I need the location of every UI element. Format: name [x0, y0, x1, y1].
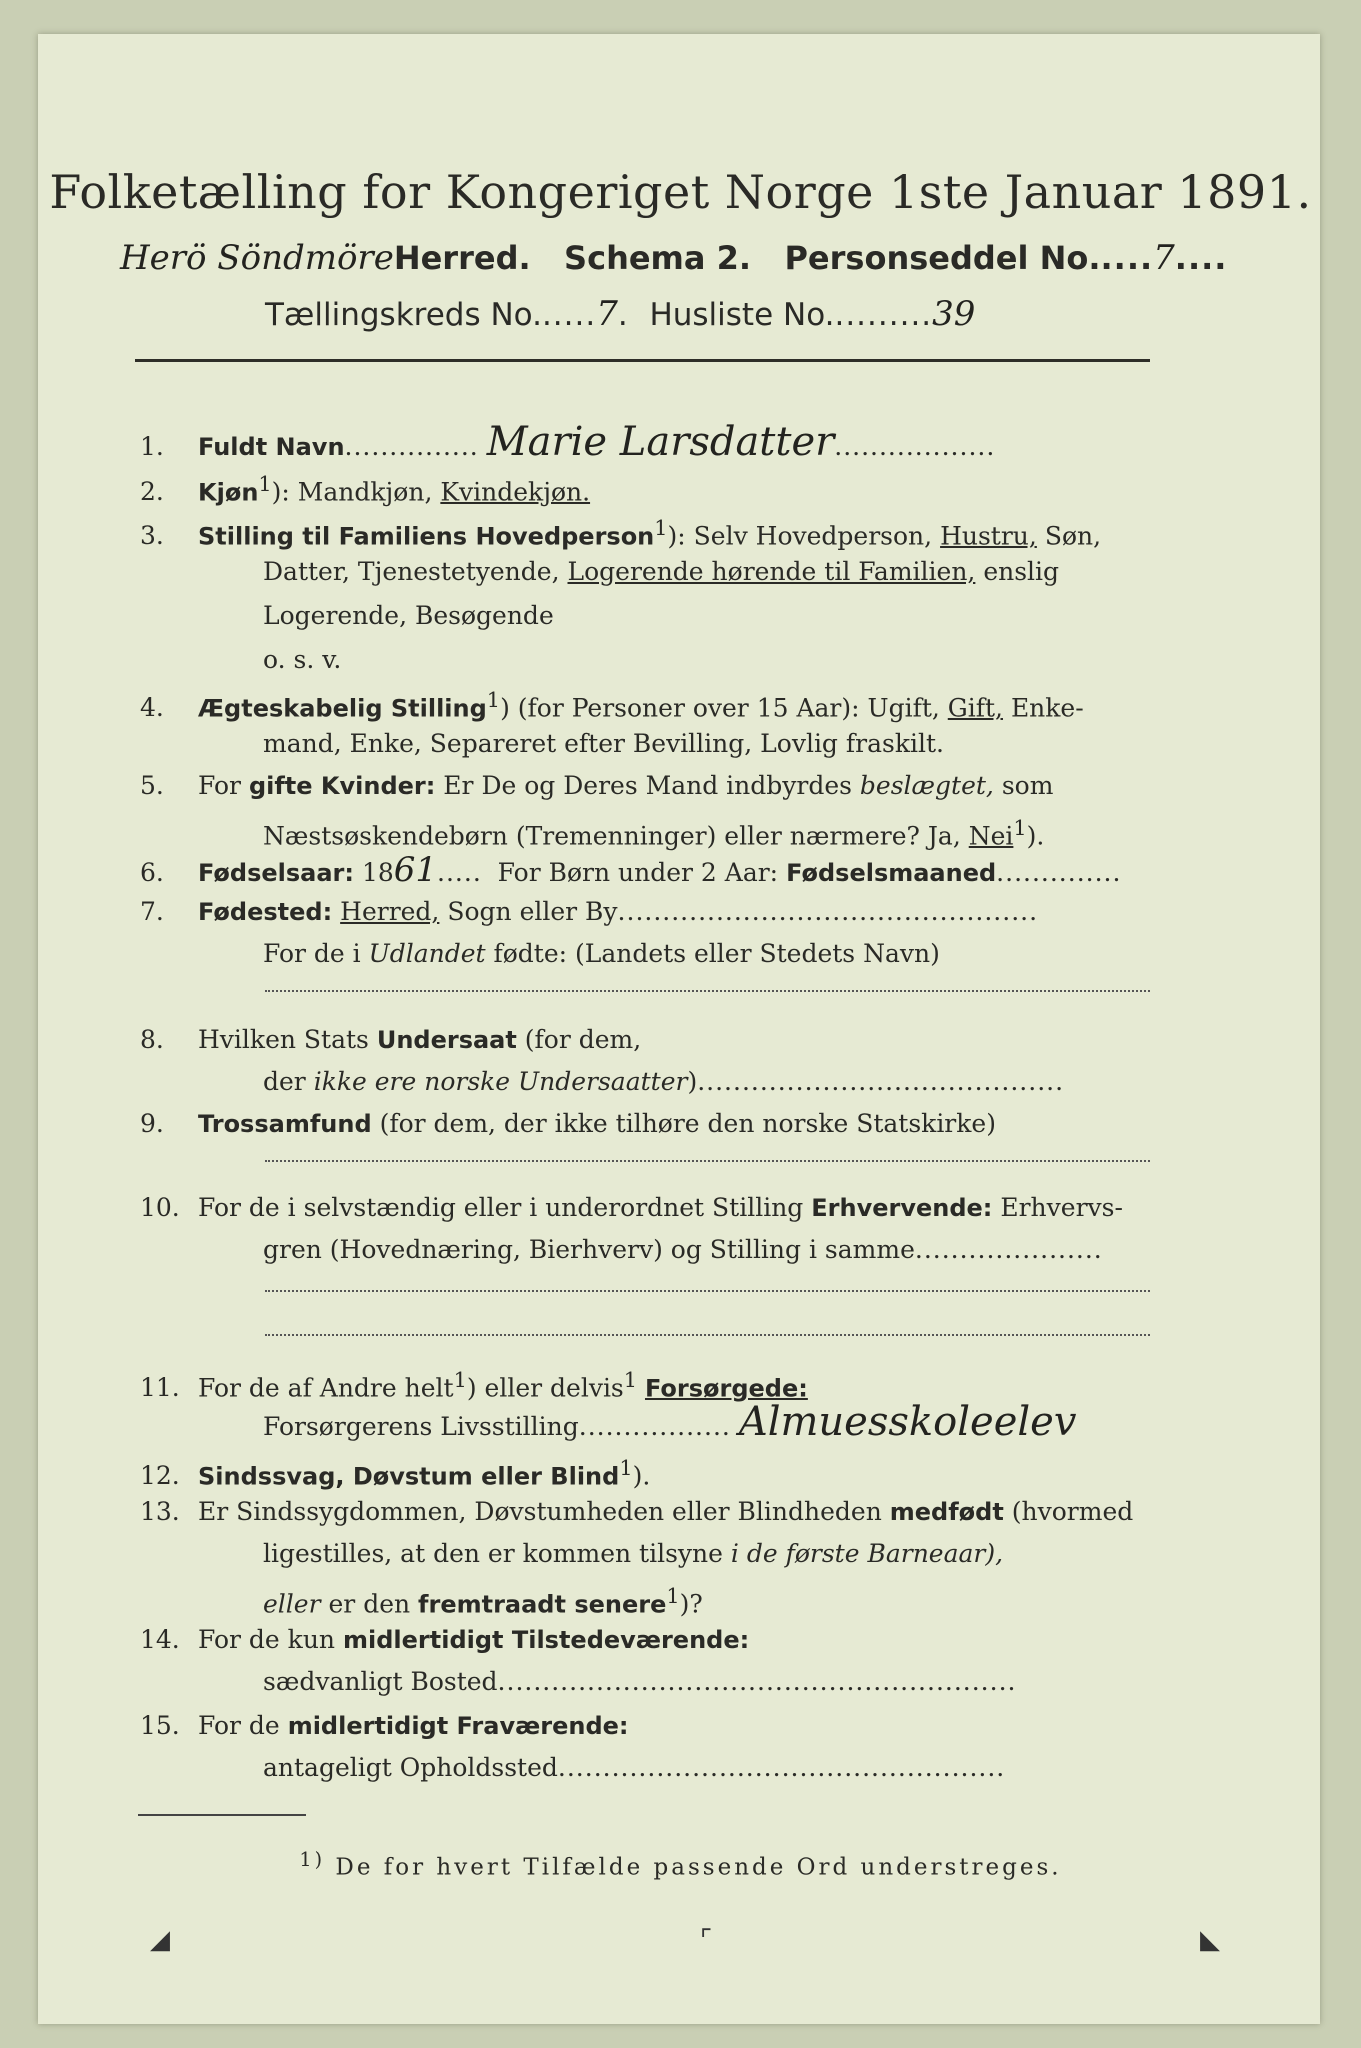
- gift-selected: Gift,: [947, 693, 1003, 723]
- form-title: Folketælling for Kongeriget Norge 1ste Januar 1891.: [49, 165, 1312, 219]
- item-4: 4. Ægteskabelig Stilling$^1$) (for Personer over 15 Aar): Ugift, Gift, Enke-: [140, 688, 1084, 723]
- full-name-value: Marie Larsdatter: [486, 419, 835, 465]
- item-3-line2: Datter, Tjenestetyende, Logerende hørende til Familien, enslig: [263, 557, 1060, 586]
- item-8-line2: der ikke ere norske Undersaatter).........................................: [263, 1067, 1065, 1096]
- item-11-line2: Forsørgerens Livsstilling................. Almuesskoleelev: [263, 1399, 1077, 1445]
- item-7: 7. Fødested: Herred, Sogn eller By...............................................: [140, 897, 1039, 926]
- item-14: 14. For de kun midlertidigt Tilstedeværende:: [140, 1625, 750, 1654]
- item-3-line4: o. s. v.: [263, 645, 342, 674]
- item-11: 11. For de af Andre helt$^1$) eller delvis$^1$ Forsørgede:: [140, 1368, 808, 1403]
- footnote-rule: [138, 1814, 306, 1816]
- husliste-value: 39: [932, 294, 976, 334]
- item-12: 12. Sindssvag, Døvstum eller Blind$^1$).: [140, 1456, 651, 1491]
- forsorger-value: Almuesskoleelev: [738, 1399, 1077, 1445]
- item-1: 1. Fuldt Navn............... Marie Larsdatter..................: [140, 419, 996, 465]
- item-8: 8. Hvilken Stats Undersaat (for dem,: [140, 1025, 642, 1054]
- item-15-line2: antageligt Opholdssted..................................................: [263, 1753, 1006, 1782]
- item-15: 15. For de midlertidigt Fraværende:: [140, 1711, 629, 1740]
- item-3-line3: Logerende, Besøgende: [263, 601, 554, 630]
- herred-handwritten: Herö Söndmöre: [120, 238, 394, 278]
- logerende-selected: Logerende hørende til Familien,: [567, 557, 976, 586]
- item-6: 6. Fødselsaar: 1861..... For Børn under 2 Aar: Fødselsmaaned..............: [140, 850, 1122, 890]
- personseddel-label: Personseddel No.: [784, 239, 1101, 277]
- item-13: 13. Er Sindssygdommen, Døvstumheden eller Blindheden medfødt (hvormed: [140, 1497, 1134, 1526]
- kreds-value: 7: [596, 294, 618, 334]
- center-mark: ⌜: [700, 1925, 713, 1955]
- item-9-blank-line: [265, 1160, 1150, 1162]
- kreds-label: Tællingskreds No.: [265, 297, 542, 333]
- item-7-blank-line: [265, 990, 1150, 992]
- item-3: 3. Stilling til Familiens Hovedperson$^1$): Selv Hovedperson, Hustru, Søn,: [140, 516, 1102, 551]
- husliste-label: Husliste No.: [649, 297, 835, 333]
- hustru-selected: Hustru,: [940, 521, 1037, 551]
- item-5-line2: Næstsøskendebørn (Tremenninger) eller nærmere? Ja, Nei$^1$).: [263, 816, 1045, 851]
- herred-label: Herred.: [393, 239, 531, 277]
- corner-mark-left: ◢: [150, 1925, 170, 1955]
- header-rule: [135, 359, 1150, 362]
- corner-mark-right: ◣: [1200, 1925, 1220, 1955]
- item-10-blank-line-1: [265, 1290, 1150, 1292]
- item-4-line2: mand, Enke, Separeret efter Bevilling, Lovlig fraskilt.: [263, 729, 944, 758]
- header-line-herred: Herö SöndmöreHerred. Schema 2. Personseddel No.....7....: [120, 238, 1228, 278]
- footnote: $^{1)}$ De for hvert Tilfælde passende Ord understreges.: [299, 1848, 1062, 1881]
- item-7-line2: For de i Udlandet fødte: (Landets eller Stedets Navn): [263, 939, 940, 968]
- herred-selected: Herred,: [340, 897, 440, 926]
- item-10-line2: gren (Hovednæring, Bierhverv) og Stilling i samme.....................: [263, 1235, 1103, 1264]
- kjon-selected: Kvindekjøn.: [440, 477, 591, 507]
- item-2: 2. Kjøn$^1$): Mandkjøn, Kvindekjøn.: [140, 472, 591, 507]
- item-10: 10. For de i selvstændig eller i underordnet Stilling Erhvervende: Erhvervs-: [140, 1193, 1123, 1222]
- item-13-line3: eller er den fremtraadt senere$^1$)?: [263, 1584, 703, 1619]
- schema-label: Schema 2.: [564, 239, 752, 277]
- forsorgede-selected: Forsørgede:: [644, 1374, 808, 1403]
- item-5: 5. For gifte Kvinder: Er De og Deres Mand indbyrdes beslægtet, som: [140, 771, 1054, 800]
- item-14-line2: sædvanligt Bosted..........................................................: [263, 1667, 1017, 1696]
- item-10-blank-line-2: [265, 1334, 1150, 1336]
- item-13-line2: ligestilles, at den er kommen tilsyne i de første Barneaar),: [263, 1539, 1004, 1568]
- nei-selected: Nei: [968, 821, 1014, 851]
- header-line-kreds: Tællingskreds No......7. Husliste No..........39: [265, 294, 976, 334]
- birth-year-value: 61: [393, 850, 438, 890]
- item-9: 9. Trossamfund (for dem, der ikke tilhøre den norske Statskirke): [140, 1109, 996, 1138]
- personseddel-value: 7: [1153, 238, 1175, 278]
